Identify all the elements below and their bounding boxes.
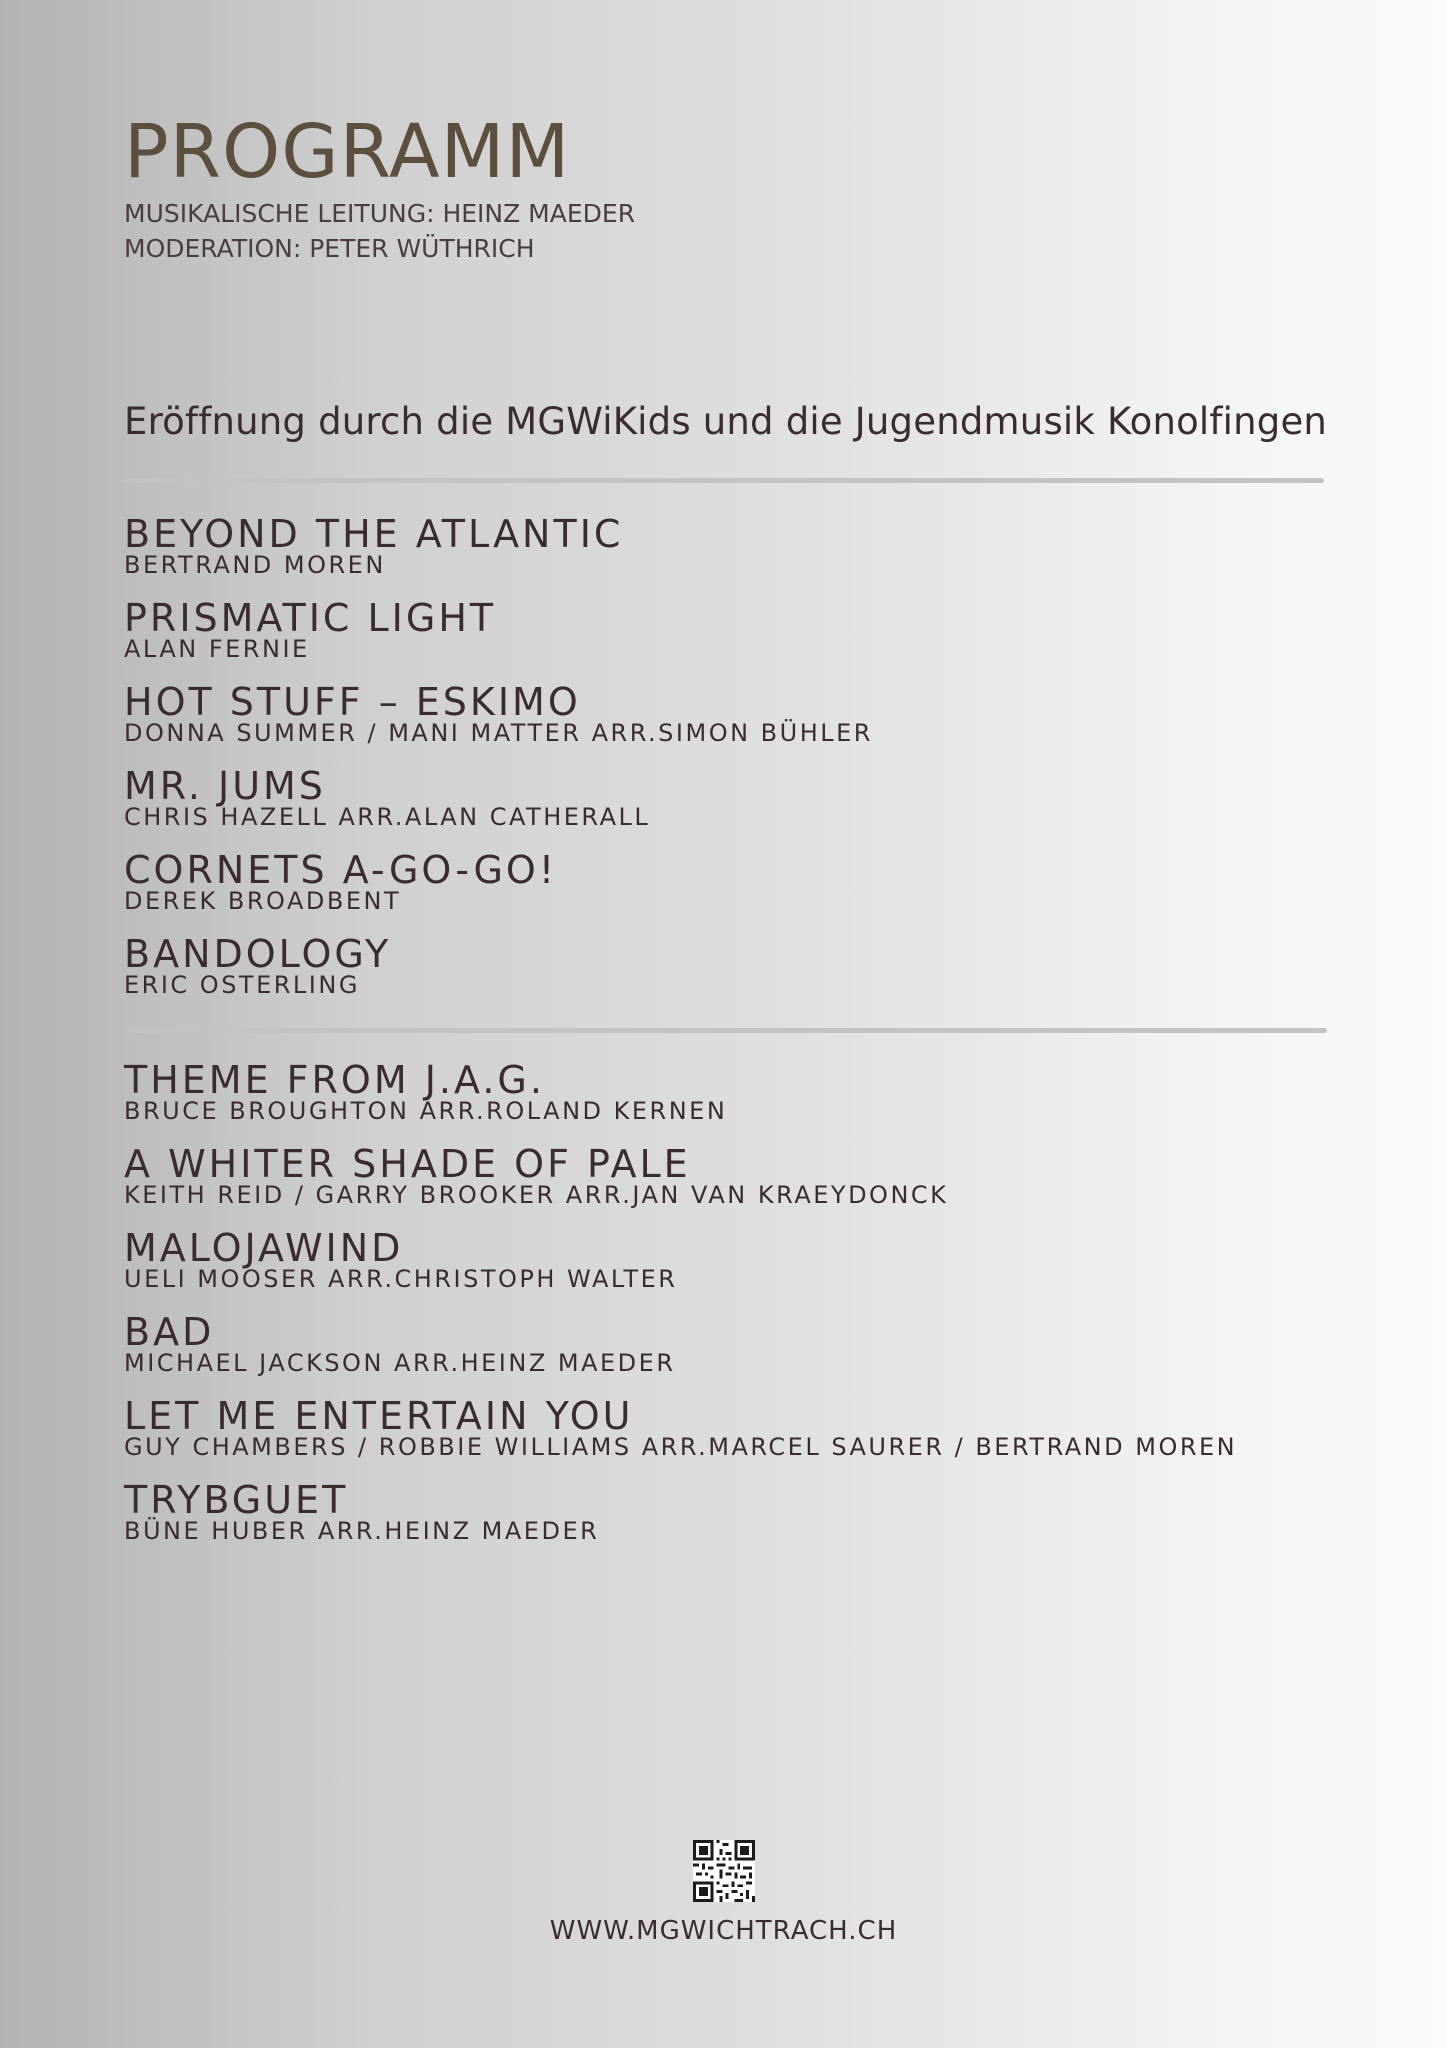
piece-title: THEME FROM J.A.G. [124, 1058, 545, 1102]
program-set-2 [124, 1058, 1237, 1562]
program-item [124, 1310, 1237, 1394]
piece-title: MR. JUMS [124, 764, 326, 808]
piece-title: BEYOND THE ATLANTIC [124, 512, 624, 556]
piece-composer: DEREK BROADBENT [124, 887, 402, 915]
musical-direction-line: MUSIKALISCHE LEITUNG: HEINZ MAEDER [124, 199, 636, 228]
piece-title: TRYBGUET [124, 1478, 349, 1522]
piece-title: HOT STUFF – ESKIMO [124, 680, 581, 724]
piece-title: LET ME ENTERTAIN YOU [124, 1394, 634, 1438]
divider [124, 478, 1324, 483]
piece-composer: MICHAEL JACKSON ARR.HEINZ MAEDER [124, 1349, 676, 1377]
piece-composer: BÜNE HUBER ARR.HEINZ MAEDER [124, 1517, 600, 1545]
moderation-line: MODERATION: PETER WÜTHRICH [124, 234, 535, 263]
program-header [124, 109, 636, 266]
program-item [124, 764, 873, 848]
piece-composer: DONNA SUMMER / MANI MATTER ARR.SIMON BÜHLER [124, 719, 873, 747]
piece-title: BANDOLOGY [124, 932, 392, 976]
program-item [124, 1058, 1237, 1142]
footer [0, 1840, 1447, 1946]
piece-title: BAD [124, 1310, 215, 1354]
piece-composer: UELI MOOSER ARR.CHRISTOPH WALTER [124, 1265, 678, 1293]
piece-title: PRISMATIC LIGHT [124, 596, 497, 640]
program-item [124, 512, 873, 596]
piece-title: CORNETS A-GO-GO! [124, 848, 558, 892]
program-item [124, 680, 873, 764]
program-item [124, 1478, 1237, 1562]
program-item [124, 1394, 1237, 1478]
piece-composer: CHRIS HAZELL ARR.ALAN CATHERALL [124, 803, 651, 831]
page-title: PROGRAMM [124, 109, 571, 195]
piece-composer: ALAN FERNIE [124, 635, 310, 663]
program-item [124, 848, 873, 932]
piece-composer: BERTRAND MOREN [124, 551, 386, 579]
program-item [124, 1142, 1237, 1226]
program-item [124, 1226, 1237, 1310]
piece-composer: ERIC OSTERLING [124, 971, 360, 999]
piece-composer: GUY CHAMBERS / ROBBIE WILLIAMS ARR.MARCEL SAURER / BERTRAND MOREN [124, 1433, 1238, 1461]
piece-composer: KEITH REID / GARRY BROOKER ARR.JAN VAN KRAEYDONCK [124, 1181, 949, 1209]
piece-title: MALOJAWIND [124, 1226, 404, 1270]
divider [128, 1028, 1327, 1033]
program-item [124, 596, 873, 680]
program-set-1 [124, 512, 873, 1016]
program-item [124, 932, 873, 1016]
qr-code-icon[interactable] [693, 1840, 755, 1902]
piece-title: A WHITER SHADE OF PALE [124, 1142, 691, 1186]
opening-note: Eröffnung durch die MGWiKids und die Jugendmusik Konolfingen [124, 400, 1328, 443]
website-link[interactable]: WWW.MGWICHTRACH.CH [549, 1916, 898, 1946]
piece-composer: BRUCE BROUGHTON ARR.ROLAND KERNEN [124, 1097, 728, 1125]
